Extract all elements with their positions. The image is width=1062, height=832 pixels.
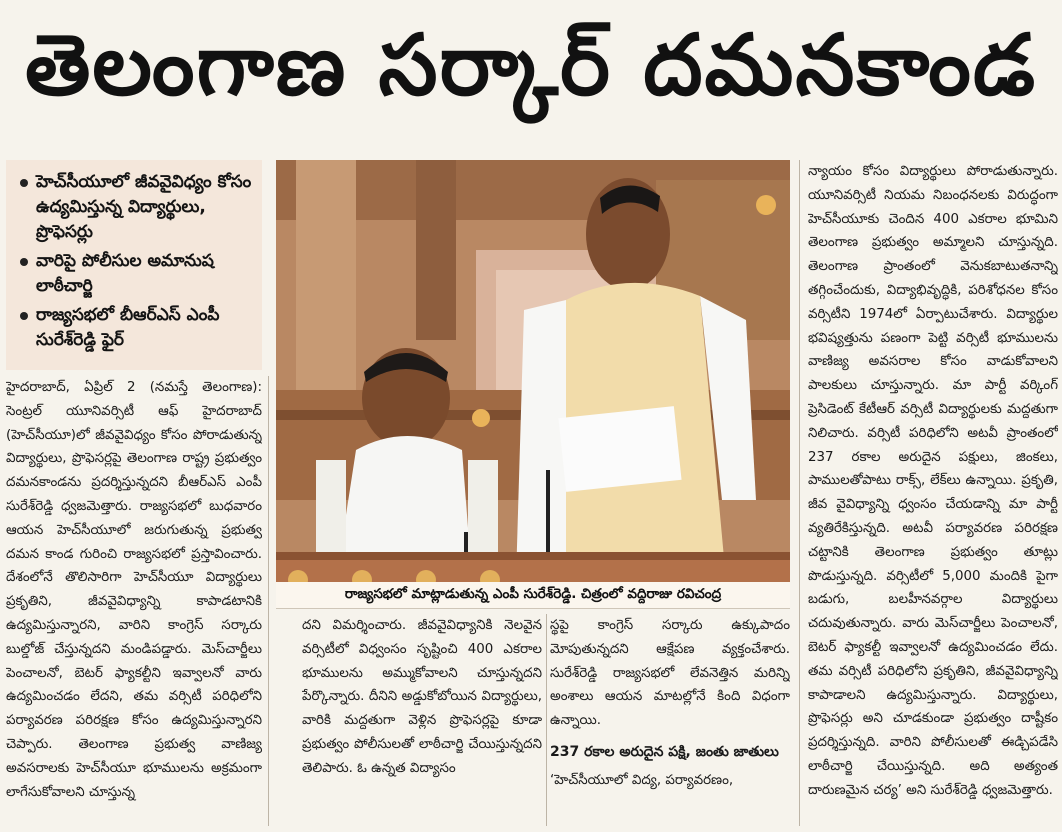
article-text: స్థపై కాంగ్రెస్ సర్కారు ఉక్కుపాదం మోపుతున్నదని ఆక్షేపణ వ్యక్తంచేశారు. సురేశ్‌రెడ్డి రాజ్యసభలో లేవనెత్తిన మరిన్ని అంశాలు ఆయన మాటల్లోనే కింది విధంగా ఉన్నాయి. <box>550 618 790 729</box>
article-column-3 <box>550 614 790 826</box>
subheading: 237 రకాల అరుదైన పక్షి, జంతు జాతులు <box>550 743 779 760</box>
article-column-2 <box>302 614 542 826</box>
article-column-4 <box>808 160 1058 826</box>
photo-caption: రాజ్యసభలో మాట్లాడుతున్న ఎంపీ సురేశ్‌రెడ్డి. చిత్రంలో వద్దిరాజు రవిచంద్ర <box>276 582 790 609</box>
column-divider <box>799 160 800 826</box>
article-text: ‘హెచ్‌సీయూలో విద్య, పర్యావరణం, <box>550 772 734 788</box>
highlight-item <box>20 249 254 299</box>
highlights-box <box>6 160 262 370</box>
highlights-list <box>20 170 254 353</box>
article-text: దని విమర్శించారు. జీవవైవిధ్యానికి నెలవైన వర్సిటీలో విధ్వంసం సృష్టించి 400 ఎకరాల భూములను అమ్ముకోవాలని చూస్తున్నదని పేర్కొన్నారు. దీనిని అడ్డుకోబోయిన విద్యార్థులు, వారికి మద్దతుగా వెళ్లిన ప్రొఫెసర్లపై కూడా ప్రభుత్వం పోలీసులతో లాఠీచార్జి చేయిస్తున్నదని తెలిపారు. ఓ ఉన్నత విద్యాసం <box>302 618 542 776</box>
highlight-item <box>20 303 254 353</box>
article-column-1 <box>6 376 262 826</box>
highlight-text: హెచ్‌సీయూలో జీవవైవిధ్యం కోసం ఉద్యమిస్తున్న విద్యార్థులు, ప్రొఫెసర్లు <box>36 172 252 242</box>
column-divider <box>268 376 269 826</box>
article-text: హైదరాబాద్, ఏప్రిల్ 2 (నమస్తే తెలంగాణ): సెంట్రల్ యూనివర్సిటీ ఆఫ్ హైదరాబాద్ (హెచ్‌సీయూ)లో జీవవైవిధ్యం కోసం పోరాడుతున్న విద్యార్థులు, ప్రొఫెసర్లపై తెలంగాణ రాష్ట్ర ప్రభుత్వం దమనకాండను ప్రదర్శిస్తున్నదని బీఆర్‌ఎస్ ఎంపీ సురేశ్‌రెడ్డి ధ్వజమెత్తారు. రాజ్యసభలో బుధవారం ఆయన హెచ్‌సీయూలో జరుగుతున్న ప్రభుత్వ దమన కాండ గురించి రాజ్యసభలో ప్రస్తావించారు. దేశంలోనే తొలిసారిగా హెచ్‌సీయూ విద్యార్థులు ప్రకృతిని, జీవవైవిధ్యాన్ని కాపాడటానికి ఉద్యమిస్తున్నారని, వారిని కాంగ్రెస్ సర్కారు బుల్డోజ్ చేస్తున్నదని మండిపడ్డారు. మెస్‌చార్జీలు పెంచాలనో, బెటర్ ఫ్యాకల్టీని ఇవ్వాలనో వారు ఉద్యమించడం లేదని, తమ వర్సిటీ పరిధిలోని పర్యావరణ పరిరక్షణ కోసం ఉద్యమిస్తున్నారని చెప్పారు. తెలంగాణ ప్రభుత్వ వాణిజ్య అవసరాలకు హెచ్‌సీయూ భూములను అక్రమంగా లాగేసుకోవాలని చూస్తున్న <box>6 380 262 800</box>
bullet-icon <box>20 312 28 320</box>
bullet-icon <box>20 258 28 266</box>
highlight-text: వారిపై పోలీసుల అమానుష లాఠీచార్జి <box>36 251 214 296</box>
headline: తెలంగాణ సర్కార్ దమనకాండ <box>24 15 1037 114</box>
highlight-text: రాజ్యసభలో బీఆర్‌ఎస్ ఎంపీ సురేశ్‌రెడ్డి ఫైర్ <box>36 305 220 350</box>
parliament-photo-illustration <box>276 160 790 604</box>
column-divider <box>546 614 547 826</box>
news-photo <box>276 160 790 604</box>
highlight-item <box>20 170 254 245</box>
bullet-icon <box>20 179 28 187</box>
article-text: న్యాయం కోసం విద్యార్థులు పోరాడుతున్నారు. యూనివర్సిటీ నియమ నిబంధనలకు విరుద్ధంగా హెచ్‌సీయూకు చెందిన 400 ఎకరాల భూమిని తెలంగాణ ప్రభుత్వం అమ్మాలని చూస్తున్నది. తెలంగాణ ప్రాంతంలో వెనుకబాటుతనాన్ని తగ్గించేందుకు, విద్యాభివృద్ధికి, పరిశోధనల కోసం వర్సిటీని 1974లో ఏర్పాటుచేశారు. విద్యార్థుల భవిష్యత్తును పణంగా పెట్టి వర్సిటీ భూములను వాణిజ్య అవసరాల కోసం వాడుకోవాలని పాలకులు చూస్తున్నారు. మా పార్టీ వర్కింగ్ ప్రెసిడెంట్ కేటీఆర్ వర్సిటీ విద్యార్థులకు మద్దతుగా నిలిచారు. వర్సిటీ పరిధిలోని అటవీ ప్రాంతంలో 237 రకాల అరుదైన పక్షులు, జింకలు, పాములతోపాటు రాక్స్, లేక్‌లు ఉన్నాయి. ప్రకృతి, జీవ వైవిధ్యాన్ని ధ్వంసం చేయడాన్ని మా పార్టీ వ్యతిరేకిస్తున్నది. అటవీ పర్యావరణ పరిరక్షణ చట్టానికి తెలంగాణ ప్రభుత్వం తూట్లు పొడుస్తున్నది. వర్సిటీలో 5,000 మందికి పైగా బడుగు, బలహీనవర్గాల విద్యార్థులు చదువుతున్నారు. వారు మెస్‌చార్జీలు పెంచాలనో, బెటర్ ఫ్యాకల్టీ ఇవ్వాలనో ఉద్యమించడం లేదు. తమ వర్సిటీ పరిధిలోని ప్రకృతిని, జీవవైవిధ్యాన్ని కాపాడాలని ఉద్యమిస్తున్నారు. విద్యార్థులు, ప్రొఫెసర్లు అని చూడకుండా ప్రభుత్వం దాష్టీకం ప్రదర్శిస్తున్నది. వారిని పోలీసులతో ఈడ్చిపడేసి లాఠీచార్జి చేయిస్తున్నది. అది అత్యంత దారుణమైన చర్య’ అని సురేశ్‌రెడ్డి ధ్వజమెత్తారు. <box>808 164 1058 798</box>
